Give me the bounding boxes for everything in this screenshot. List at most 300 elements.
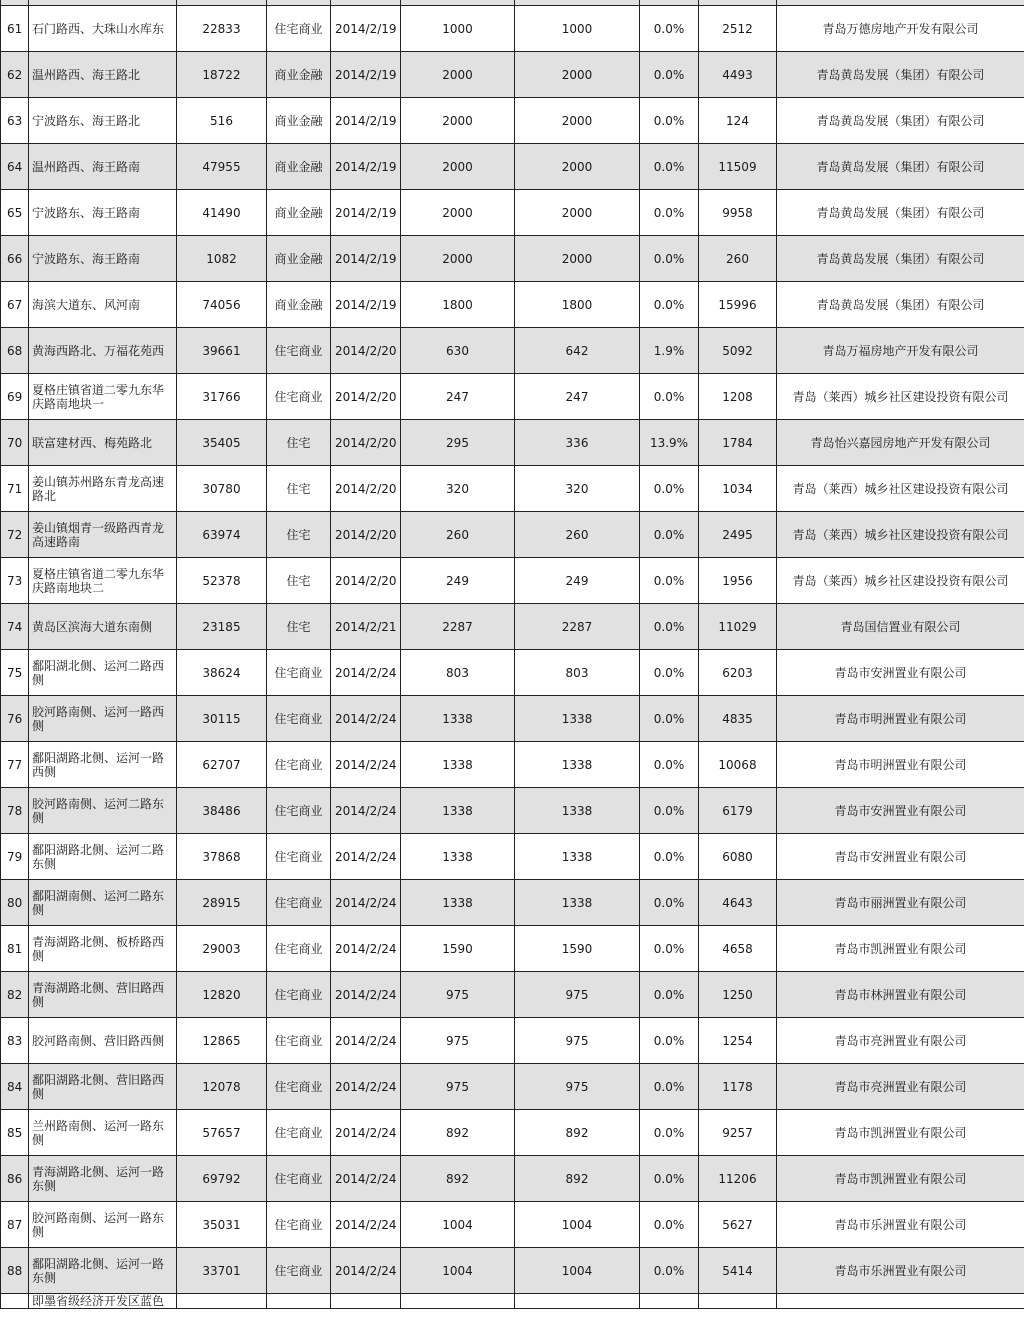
cell-start-price: 2000 [401,190,515,236]
table-row [1,834,1024,880]
cell-total-price: 5414 [699,1248,777,1294]
cell-buyer: 青岛市安洲置业有限公司 [777,834,1024,880]
cell-location: 姜山镇烟青一级路西青龙高速路南 [29,512,177,558]
cell-land-use: 商业金融 [267,144,331,190]
cell-date: 2014/2/20 [331,512,401,558]
cell-area: 12820 [177,972,267,1018]
cell-location: 青海湖路北侧、营旧路西侧 [29,972,177,1018]
cell-area: 41490 [177,190,267,236]
cell-total-price: 11509 [699,144,777,190]
cell-area: 23185 [177,604,267,650]
cell-land-use: 商业金融 [267,98,331,144]
cell-premium-rate: 0.0% [640,512,699,558]
cell-start-price: 1590 [401,926,515,972]
cell-row-number: 75 [1,650,29,696]
cell-premium-rate: 0.0% [640,1064,699,1110]
cell-area: 37868 [177,834,267,880]
table-row [1,880,1024,926]
cell-total-price: 124 [699,98,777,144]
cell-area: 12078 [177,1064,267,1110]
table-row [1,742,1024,788]
cell-deal-price: 1338 [515,880,640,926]
cell-row-number: 74 [1,604,29,650]
cell-land-use: 住宅商业 [267,696,331,742]
cell-date: 2014/2/24 [331,926,401,972]
cell-date: 2014/2/19 [331,190,401,236]
table-row [1,1064,1024,1110]
cell-buyer: 青岛市安洲置业有限公司 [777,650,1024,696]
table-row [1,420,1024,466]
cell-date: 2014/2/24 [331,972,401,1018]
cell-deal-price: 2000 [515,98,640,144]
cell-land-use: 住宅 [267,420,331,466]
cell-row-number: 81 [1,926,29,972]
cell-row-number: 79 [1,834,29,880]
cell-start-price: 295 [401,420,515,466]
cell-premium-rate: 1.9% [640,328,699,374]
cell-buyer: 青岛市明洲置业有限公司 [777,696,1024,742]
cell-land-use: 商业金融 [267,52,331,98]
cell-land-use: 住宅商业 [267,834,331,880]
cell-deal-price: 975 [515,972,640,1018]
cell-start-price: 975 [401,1018,515,1064]
cell-area: 22833 [177,6,267,52]
cell-buyer: 青岛市明洲置业有限公司 [777,742,1024,788]
cell-deal-price: 2000 [515,236,640,282]
cell-location: 兰州路南侧、运河一路东侧 [29,1110,177,1156]
cell-premium-rate: 0.0% [640,696,699,742]
cell-land-use: 商业金融 [267,282,331,328]
cell-buyer: 青岛万福房地产开发有限公司 [777,328,1024,374]
cell-area: 516 [177,98,267,144]
cell-land-use: 住宅商业 [267,650,331,696]
cell-location: 鄱阳湖路北侧、运河二路东侧 [29,834,177,880]
cell-area: 12865 [177,1018,267,1064]
cell-land-use: 住宅商业 [267,374,331,420]
cell-date: 2014/2/19 [331,144,401,190]
cell-area: 57657 [177,1110,267,1156]
cell-row-number: 64 [1,144,29,190]
cell-premium-rate: 0.0% [640,282,699,328]
cell-buyer: 青岛市凯洲置业有限公司 [777,1156,1024,1202]
cell-total-price: 6203 [699,650,777,696]
cell-land-use: 住宅商业 [267,788,331,834]
cell-empty [331,1294,401,1309]
cell-row-number: 72 [1,512,29,558]
cell-land-use: 住宅 [267,604,331,650]
cell-land-use: 住宅商业 [267,1110,331,1156]
cell-total-price: 5627 [699,1202,777,1248]
cell-area: 39661 [177,328,267,374]
cell-row-number: 68 [1,328,29,374]
cell-row-number: 66 [1,236,29,282]
cell-land-use: 住宅商业 [267,926,331,972]
cell-location: 胶河路南侧、运河一路西侧 [29,696,177,742]
cell-location: 胶河路南侧、运河一路东侧 [29,1202,177,1248]
table-row [1,1248,1024,1294]
cell-location: 姜山镇苏州路东青龙高速路北 [29,466,177,512]
cell-deal-price: 975 [515,1018,640,1064]
cell-location: 青海湖路北侧、板桥路西侧 [29,926,177,972]
cell-premium-rate: 0.0% [640,190,699,236]
cell-area: 38624 [177,650,267,696]
cell-start-price: 975 [401,972,515,1018]
table-row [1,972,1024,1018]
cell-location: 鄱阳湖路北侧、运河一路西侧 [29,742,177,788]
cell-location: 鄱阳湖北侧、运河二路西侧 [29,650,177,696]
cell-empty [267,1294,331,1309]
cell-row-number: 67 [1,282,29,328]
cell-total-price: 11206 [699,1156,777,1202]
cell-row-number: 80 [1,880,29,926]
table-row [1,1156,1024,1202]
cell-buyer: 青岛黄岛发展（集团）有限公司 [777,236,1024,282]
cell-date: 2014/2/24 [331,1018,401,1064]
cell-area: 74056 [177,282,267,328]
cell-premium-rate: 0.0% [640,236,699,282]
cell-deal-price: 975 [515,1064,640,1110]
cell-date: 2014/2/24 [331,834,401,880]
cell-deal-price: 1004 [515,1248,640,1294]
cell-empty [1,1294,29,1309]
cell-date: 2014/2/19 [331,52,401,98]
cell-buyer: 青岛市亮洲置业有限公司 [777,1018,1024,1064]
cell-land-use: 住宅 [267,558,331,604]
cell-premium-rate: 0.0% [640,1248,699,1294]
cell-area: 29003 [177,926,267,972]
cell-date: 2014/2/24 [331,650,401,696]
cell-buyer: 青岛黄岛发展（集团）有限公司 [777,98,1024,144]
cell-buyer: 青岛市乐洲置业有限公司 [777,1202,1024,1248]
cell-total-price: 1208 [699,374,777,420]
cell-land-use: 住宅 [267,466,331,512]
cell-start-price: 1000 [401,6,515,52]
cell-date: 2014/2/19 [331,98,401,144]
cell-total-price: 6179 [699,788,777,834]
table-row [1,788,1024,834]
cell-land-use: 住宅 [267,512,331,558]
cell-location: 夏格庄镇省道二零九东华庆路南地块一 [29,374,177,420]
table-row-partial-bottom [1,1294,1024,1309]
cell-area: 33701 [177,1248,267,1294]
cell-row-number: 62 [1,52,29,98]
cell-deal-price: 1590 [515,926,640,972]
cell-premium-rate: 0.0% [640,742,699,788]
cell-start-price: 1338 [401,742,515,788]
cell-start-price: 2000 [401,98,515,144]
cell-total-price: 4835 [699,696,777,742]
cell-location: 胶河路南侧、营旧路西侧 [29,1018,177,1064]
cell-deal-price: 2000 [515,190,640,236]
cell-date: 2014/2/20 [331,374,401,420]
cell-date: 2014/2/19 [331,282,401,328]
cell-deal-price: 1338 [515,696,640,742]
cell-deal-price: 1338 [515,742,640,788]
cell-start-price: 2000 [401,52,515,98]
cell-location: 海滨大道东、风河南 [29,282,177,328]
cell-start-price: 2287 [401,604,515,650]
cell-premium-rate: 0.0% [640,98,699,144]
cell-start-price: 1800 [401,282,515,328]
cell-row-number: 71 [1,466,29,512]
cell-row-number: 82 [1,972,29,1018]
cell-row-number: 83 [1,1018,29,1064]
cell-start-price: 260 [401,512,515,558]
cell-deal-price: 2000 [515,144,640,190]
cell-buyer: 青岛黄岛发展（集团）有限公司 [777,52,1024,98]
cell-total-price: 1034 [699,466,777,512]
cell-deal-price: 320 [515,466,640,512]
cell-empty [777,1294,1024,1309]
cell-deal-price: 1000 [515,6,640,52]
cell-start-price: 1004 [401,1202,515,1248]
cell-location: 黄岛区滨海大道东南侧 [29,604,177,650]
cell-total-price: 1956 [699,558,777,604]
cell-start-price: 1338 [401,880,515,926]
cell-deal-price: 247 [515,374,640,420]
table-row [1,236,1024,282]
cell-buyer: 青岛市安洲置业有限公司 [777,788,1024,834]
cell-total-price: 6080 [699,834,777,880]
cell-location: 黄海西路北、万福花苑西 [29,328,177,374]
cell-row-number: 78 [1,788,29,834]
cell-land-use: 住宅商业 [267,6,331,52]
cell-date: 2014/2/20 [331,420,401,466]
table-row [1,1202,1024,1248]
cell-start-price: 2000 [401,144,515,190]
cell-area: 30780 [177,466,267,512]
cell-empty [177,1294,267,1309]
cell-area: 38486 [177,788,267,834]
cell-total-price: 2512 [699,6,777,52]
cell-buyer: 青岛（莱西）城乡社区建设投资有限公司 [777,466,1024,512]
cell-deal-price: 336 [515,420,640,466]
table-row [1,374,1024,420]
cell-land-use: 商业金融 [267,236,331,282]
cell-buyer: 青岛怡兴嘉园房地产开发有限公司 [777,420,1024,466]
cell-premium-rate: 0.0% [640,466,699,512]
table-row [1,98,1024,144]
cell-total-price: 5092 [699,328,777,374]
cell-area: 52378 [177,558,267,604]
table-row [1,650,1024,696]
cell-deal-price: 892 [515,1110,640,1156]
cell-row-number: 61 [1,6,29,52]
cell-row-number: 88 [1,1248,29,1294]
cell-date: 2014/2/24 [331,1248,401,1294]
cell-buyer: 青岛市凯洲置业有限公司 [777,926,1024,972]
cell-area: 63974 [177,512,267,558]
cell-premium-rate: 0.0% [640,788,699,834]
cell-date: 2014/2/19 [331,236,401,282]
cell-area: 1082 [177,236,267,282]
cell-land-use: 住宅商业 [267,880,331,926]
cell-land-use: 住宅商业 [267,328,331,374]
cell-premium-rate: 0.0% [640,52,699,98]
cell-land-use: 商业金融 [267,190,331,236]
cell-total-price: 1250 [699,972,777,1018]
cell-area: 69792 [177,1156,267,1202]
table-row [1,52,1024,98]
cell-location: 鄱阳湖南侧、运河二路东侧 [29,880,177,926]
cell-start-price: 320 [401,466,515,512]
table-row [1,1018,1024,1064]
table-row [1,144,1024,190]
cell-date: 2014/2/24 [331,788,401,834]
cell-start-price: 803 [401,650,515,696]
cell-start-price: 975 [401,1064,515,1110]
cell-buyer: 青岛市乐洲置业有限公司 [777,1248,1024,1294]
cell-start-price: 1338 [401,834,515,880]
cell-start-price: 630 [401,328,515,374]
cell-location: 鄱阳湖路北侧、营旧路西侧 [29,1064,177,1110]
cell-start-price: 892 [401,1156,515,1202]
cell-buyer: 青岛万德房地产开发有限公司 [777,6,1024,52]
cell-start-price: 249 [401,558,515,604]
cell-premium-rate: 0.0% [640,1018,699,1064]
cell-location: 夏格庄镇省道二零九东华庆路南地块二 [29,558,177,604]
cell-total-price: 1784 [699,420,777,466]
cell-start-price: 1338 [401,696,515,742]
cell-buyer: 青岛国信置业有限公司 [777,604,1024,650]
table-row [1,558,1024,604]
cell-premium-rate: 0.0% [640,1110,699,1156]
cell-row-number: 73 [1,558,29,604]
cell-premium-rate: 0.0% [640,834,699,880]
cell-location: 温州路西、海王路北 [29,52,177,98]
cell-premium-rate: 0.0% [640,926,699,972]
cell-location: 宁波路东、海王路南 [29,236,177,282]
cell-total-price: 11029 [699,604,777,650]
table-row [1,696,1024,742]
cell-date: 2014/2/21 [331,604,401,650]
cell-premium-rate: 0.0% [640,374,699,420]
cell-land-use: 住宅商业 [267,1064,331,1110]
cell-date: 2014/2/24 [331,1202,401,1248]
cell-total-price: 260 [699,236,777,282]
cell-date: 2014/2/20 [331,558,401,604]
cell-deal-price: 803 [515,650,640,696]
cell-location: 青海湖路北侧、运河一路东侧 [29,1156,177,1202]
cell-buyer: 青岛市丽洲置业有限公司 [777,880,1024,926]
cell-date: 2014/2/24 [331,742,401,788]
table-row [1,604,1024,650]
cell-premium-rate: 0.0% [640,558,699,604]
cell-premium-rate: 0.0% [640,6,699,52]
cell-buyer: 青岛（莱西）城乡社区建设投资有限公司 [777,374,1024,420]
cell-buyer: 青岛市林洲置业有限公司 [777,972,1024,1018]
cell-land-use: 住宅商业 [267,1248,331,1294]
cell-deal-price: 1338 [515,834,640,880]
cell-location: 宁波路东、海王路南 [29,190,177,236]
cell-location: 石门路西、大珠山水库东 [29,6,177,52]
cell-date: 2014/2/24 [331,880,401,926]
cell-empty [515,1294,640,1309]
cell-row-number: 77 [1,742,29,788]
cell-deal-price: 249 [515,558,640,604]
cell-row-number: 87 [1,1202,29,1248]
cell-area: 62707 [177,742,267,788]
cell-total-price: 9257 [699,1110,777,1156]
cell-location: 温州路西、海王路南 [29,144,177,190]
cell-buyer: 青岛市凯洲置业有限公司 [777,1110,1024,1156]
cell-start-price: 247 [401,374,515,420]
cell-start-price: 1004 [401,1248,515,1294]
cell-land-use: 住宅商业 [267,1018,331,1064]
table-row [1,190,1024,236]
cell-location: 鄱阳湖路北侧、运河一路东侧 [29,1248,177,1294]
cell-buyer: 青岛（莱西）城乡社区建设投资有限公司 [777,512,1024,558]
cell-start-price: 1338 [401,788,515,834]
cell-row-number: 86 [1,1156,29,1202]
cell-area: 31766 [177,374,267,420]
cell-start-price: 2000 [401,236,515,282]
cell-premium-rate: 0.0% [640,1156,699,1202]
cell-premium-rate: 13.9% [640,420,699,466]
cell-date: 2014/2/19 [331,6,401,52]
cell-premium-rate: 0.0% [640,604,699,650]
cell-buyer: 青岛（莱西）城乡社区建设投资有限公司 [777,558,1024,604]
cell-total-price: 1254 [699,1018,777,1064]
table-row [1,512,1024,558]
table-row [1,1110,1024,1156]
cell-row-number: 84 [1,1064,29,1110]
cell-deal-price: 2287 [515,604,640,650]
cell-area: 30115 [177,696,267,742]
cell-land-use: 住宅商业 [267,1156,331,1202]
cell-location-fragment: 即墨省级经济开发区蓝色 [29,1294,177,1309]
cell-area: 18722 [177,52,267,98]
cell-total-price: 4643 [699,880,777,926]
cell-premium-rate: 0.0% [640,972,699,1018]
cell-empty [401,1294,515,1309]
cell-row-number: 65 [1,190,29,236]
cell-land-use: 住宅商业 [267,742,331,788]
cell-row-number: 63 [1,98,29,144]
cell-premium-rate: 0.0% [640,880,699,926]
table-body [1,0,1024,1309]
cell-total-price: 4493 [699,52,777,98]
cell-date: 2014/2/20 [331,466,401,512]
cell-location: 联富建材西、梅苑路北 [29,420,177,466]
cell-date: 2014/2/24 [331,1110,401,1156]
cell-date: 2014/2/24 [331,696,401,742]
cell-deal-price: 642 [515,328,640,374]
cell-row-number: 70 [1,420,29,466]
cell-buyer: 青岛黄岛发展（集团）有限公司 [777,190,1024,236]
cell-deal-price: 1800 [515,282,640,328]
cell-empty [640,1294,699,1309]
cell-deal-price: 2000 [515,52,640,98]
cell-row-number: 85 [1,1110,29,1156]
cell-area: 35031 [177,1202,267,1248]
cell-total-price: 4658 [699,926,777,972]
cell-buyer: 青岛黄岛发展（集团）有限公司 [777,144,1024,190]
cell-location: 胶河路南侧、运河二路东侧 [29,788,177,834]
cell-date: 2014/2/20 [331,328,401,374]
table-row [1,466,1024,512]
cell-total-price: 2495 [699,512,777,558]
cell-premium-rate: 0.0% [640,144,699,190]
cell-land-use: 住宅商业 [267,972,331,1018]
cell-premium-rate: 0.0% [640,650,699,696]
cell-area: 35405 [177,420,267,466]
cell-area: 47955 [177,144,267,190]
cell-empty [699,1294,777,1309]
table-row [1,6,1024,52]
cell-total-price: 10068 [699,742,777,788]
cell-land-use: 住宅商业 [267,1202,331,1248]
